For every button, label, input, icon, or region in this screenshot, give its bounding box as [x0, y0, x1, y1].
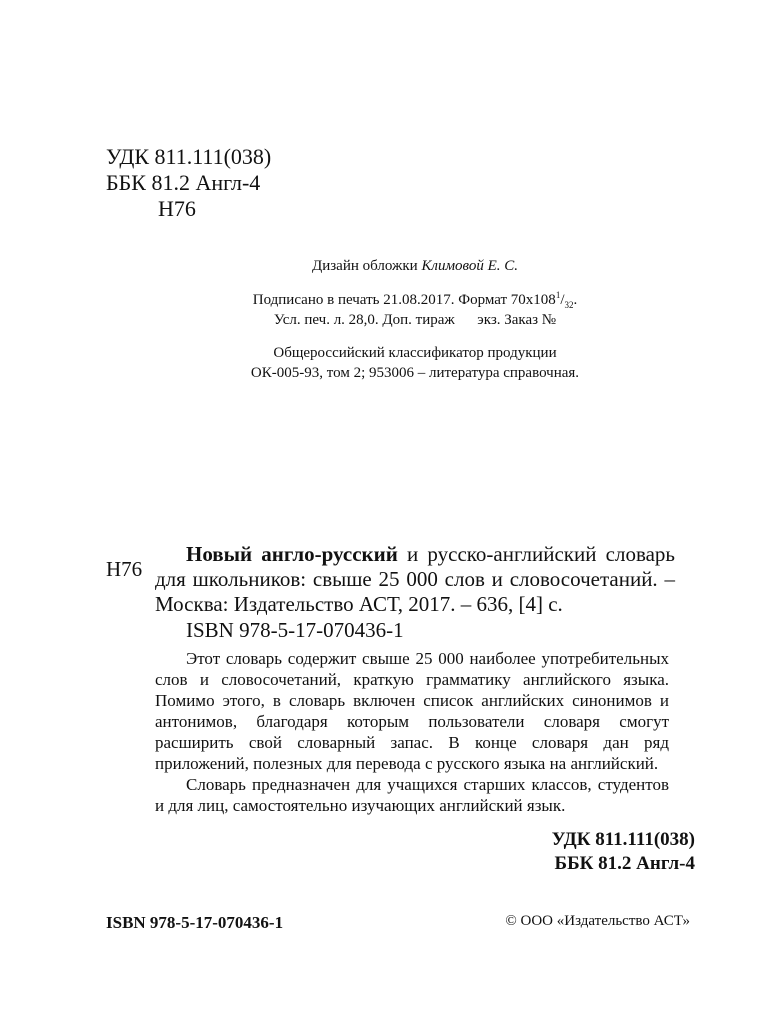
bibliographic-author-mark: Н76 [106, 557, 143, 581]
format-subscript: 32 [564, 300, 574, 310]
footer-udk: УДК 811.111(038) [551, 829, 695, 850]
footer-bbk: ББК 81.2 Англ-4 [554, 853, 695, 874]
annotation [155, 648, 669, 816]
signed-line [160, 290, 670, 310]
classifier-line-1: Общероссийский классификатор продукции [273, 345, 557, 361]
annotation-paragraph-2: Словарь предназначен для учащихся старших классов, студентов и для лиц, самостоятельно изучающих английский язык. [155, 775, 669, 815]
footer-isbn: ISBN 978-5-17-070436-1 [106, 913, 284, 932]
print-sheets-line: Усл. печ. л. 28,0. Доп. тираж экз. Заказ № [273, 312, 557, 328]
bbk-code: ББК 81.2 Англ-4 [106, 170, 261, 195]
title-rest: и русско-английский словарь для школьников: свыше 25 000 слов и словосочетаний. – Москва: Издательство АСТ, 2017. – 636, [4] с. [155, 542, 675, 616]
title-bold: Новый англо-русский [186, 542, 398, 566]
author-mark: Н76 [158, 196, 196, 221]
footer-classification [552, 828, 695, 876]
classification-block [106, 144, 271, 222]
signed-line-suffix: . [573, 292, 578, 308]
print-details [160, 290, 670, 330]
format-superscript: 1 [555, 290, 561, 300]
bibliographic-title [155, 542, 675, 617]
signed-line-prefix: Подписано в печать 21.08.2017. Формат 70x108 [252, 292, 556, 308]
bibliographic-description [155, 542, 675, 617]
annotation-paragraph-1: Этот словарь содержит свыше 25 000 наиболее употребительных слов и словосочетаний, краткую грамматику английского языка. Помимо этого, в словарь включен список английских синонимов и антонимов, благодаря которым пользователи словаря смогут расширить свой словарный запас. В конце словаря дан ряд приложений, полезных для перевода с русского языка на английский. [155, 649, 669, 773]
isbn-main: ISBN 978-5-17-070436-1 [186, 618, 404, 642]
cover-design-label: Дизайн обложки [311, 258, 418, 274]
product-classifier [160, 343, 670, 383]
cover-design-credit [160, 256, 670, 276]
copyright-notice: © ООО «Издательство АСТ» [505, 913, 690, 929]
cover-designer: Климовой Е. С. [421, 258, 518, 274]
udk-code: УДК 811.111(038) [106, 144, 272, 169]
classifier-line-2: ОК-005-93, том 2; 953006 – литература справочная. [250, 365, 580, 381]
format-slash: / [560, 292, 565, 308]
